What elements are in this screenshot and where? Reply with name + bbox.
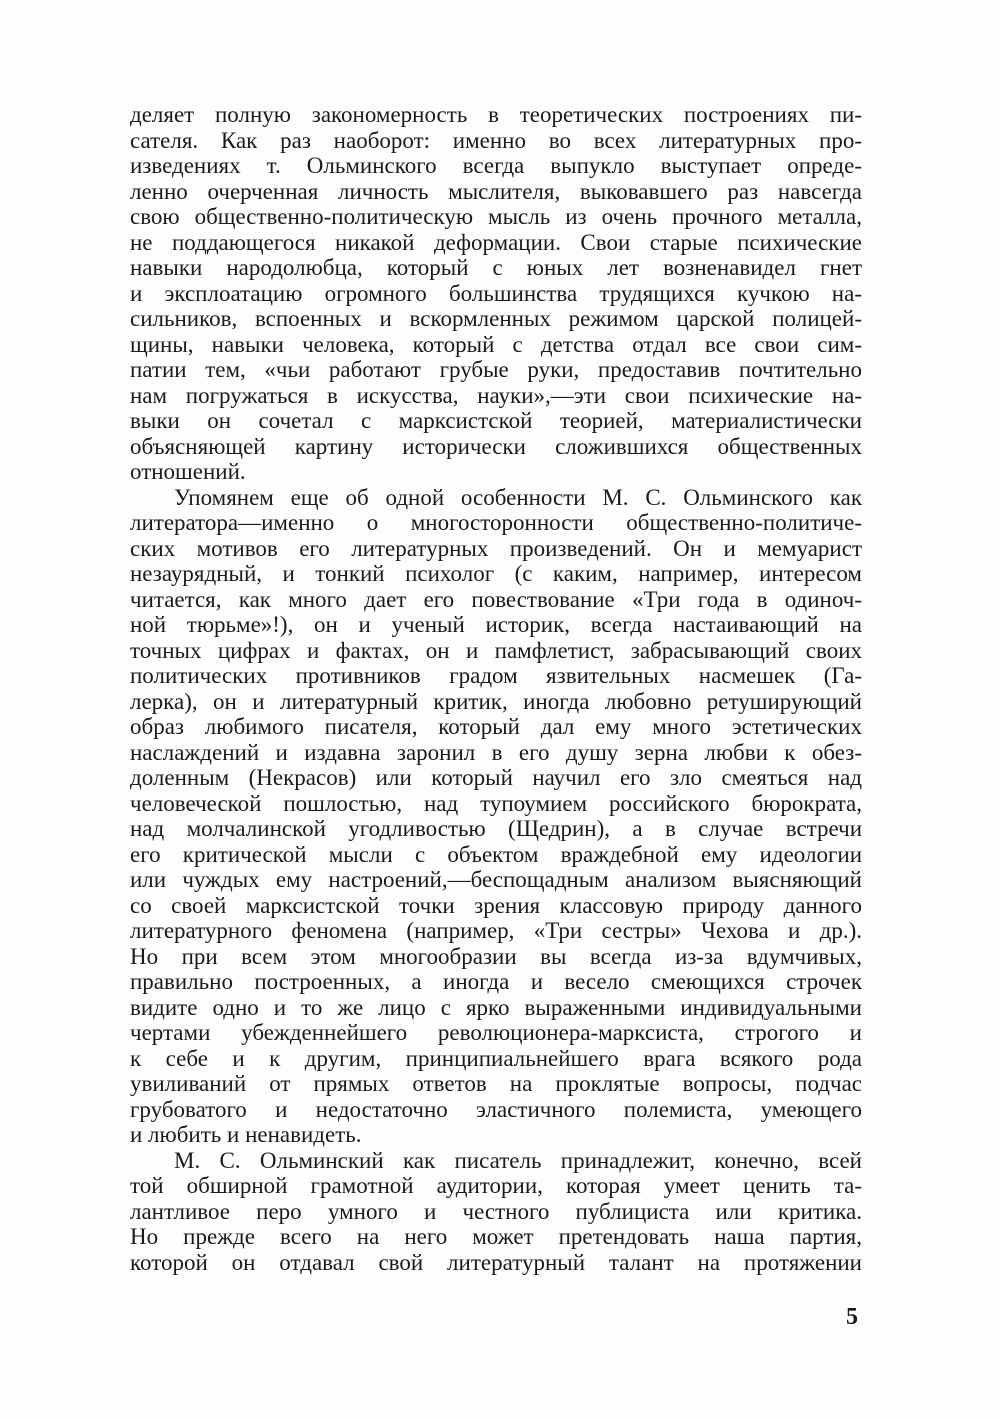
text-line: литератора—именно о многосторонности общественно-политиче- <box>130 510 862 535</box>
text-line: Но при всем этом многообразии вы всегда из-за вдумчивых, <box>130 943 862 969</box>
text-line: той обширной грамотной аудитории, которая умеет ценить та- <box>130 1173 862 1198</box>
text-line: сателя. Как раз наоборот: именно во всех литературных про- <box>130 127 862 153</box>
text-line: и любить и ненавидеть. <box>130 1122 362 1147</box>
paragraph <box>130 1148 862 1276</box>
text-line: правильно построенных, а иногда и весело смеющихся строчек <box>130 969 862 994</box>
body-text <box>130 102 862 1275</box>
paragraph <box>130 485 862 1148</box>
text-line: литературного феномена (например, «Три сестры» Чехова и др.). <box>130 918 862 943</box>
text-line: патии тем, «чьи работают грубые руки, предоставив почтительно <box>130 357 862 382</box>
text-line: видите одно и то же лицо с ярко выраженными индивидуальными <box>130 994 862 1020</box>
text-line: его критической мысли с объектом враждебной ему идеологии <box>130 841 862 867</box>
text-line: не поддающегося никакой деформации. Свои старые психические <box>130 229 862 255</box>
text-line: Но прежде всего на него может претендовать наша партия, <box>130 1224 862 1249</box>
text-line: доленным (Некрасов) или который научил его зло смеяться над <box>130 765 862 790</box>
text-line: лантливое перо умного и честного публициста или критика. <box>130 1198 862 1224</box>
text-line: ленно очерченная личность мыслителя, выковавшего раз навсегда <box>130 178 862 204</box>
text-line: незаурядный, и тонкий психолог (с каким, например, интересом <box>130 561 862 586</box>
paragraph <box>130 102 862 485</box>
text-line: навыки народолюбца, который с юных лет возненавидел гнет <box>130 255 862 280</box>
text-line: нам погружаться в искусства, науки»,—эти свои психические на- <box>130 382 862 408</box>
text-line: увиливаний от прямых ответов на проклятые вопросы, подчас <box>130 1071 862 1096</box>
text-line: со своей марксистской точки зрения классовую природу данного <box>130 892 862 918</box>
text-line: изведениях т. Ольминского всегда выпукло выступает опреде- <box>130 153 862 178</box>
text-line: выки он сочетал с марксистской теорией, материалистически <box>130 408 862 433</box>
text-line: чертами убежденнейшего революционера-марксиста, строгого и <box>130 1020 862 1045</box>
text-line: или чуждых ему настроений,—беспощадным анализом выясняющий <box>130 867 862 892</box>
text-line: грубоватого и недостаточно эластичного полемиста, умеющего <box>130 1096 862 1122</box>
text-line: наслаждений и издавна заронил в его душу зерна любви к обез- <box>130 739 862 765</box>
text-line: свою общественно-политическую мысль из очень прочного металла, <box>130 204 862 229</box>
text-line: и эксплоатацию огромного большинства трудящихся кучкою на- <box>130 280 862 306</box>
text-line: которой он отдавал свой литературный талант на протяжении <box>130 1249 862 1275</box>
text-line: человеческой пошлостью, над тупоумием российского бюрократа, <box>130 790 862 816</box>
text-line: точных цифрах и фактах, он и памфлетист, забрасывающий своих <box>130 637 862 663</box>
text-line: лерка), он и литературный критик, иногда любовно ретуширующий <box>130 688 862 714</box>
text-line: над молчалинской угодливостью (Щедрин), а в случае встречи <box>130 816 862 841</box>
text-line: отношений. <box>130 459 246 484</box>
text-line: М. С. Ольминский как писатель принадлежит, конечно, всей <box>174 1147 862 1173</box>
text-line: щины, навыки человека, который с детства отдал все свои сим- <box>130 331 862 357</box>
text-line: читается, как много дает его повествование «Три года в одиноч- <box>130 586 862 612</box>
text-line: образ любимого писателя, который дал ему много эстетических <box>130 714 862 739</box>
text-line: объясняющей картину исторически сложившихся общественных <box>130 433 862 459</box>
text-line: сильников, вспоенных и вскормленных режимом царской полицей- <box>130 306 862 331</box>
text-line: деляет полную закономерность в теоретических построениях пи- <box>130 102 862 127</box>
page-number: 5 <box>846 1304 858 1330</box>
text-line: к себе и к другим, принципиальнейшего врага всякого рода <box>130 1045 862 1071</box>
text-line: Упомянем еще об одной особенности М. С. Ольминского как <box>174 484 862 510</box>
text-line: политических противников градом язвительных насмешек (Га- <box>130 663 862 688</box>
text-line: ских мотивов его литературных произведений. Он и мемуарист <box>130 535 862 561</box>
text-line: ной тюрьме»!), он и ученый историк, всегда настаивающий на <box>130 612 862 637</box>
